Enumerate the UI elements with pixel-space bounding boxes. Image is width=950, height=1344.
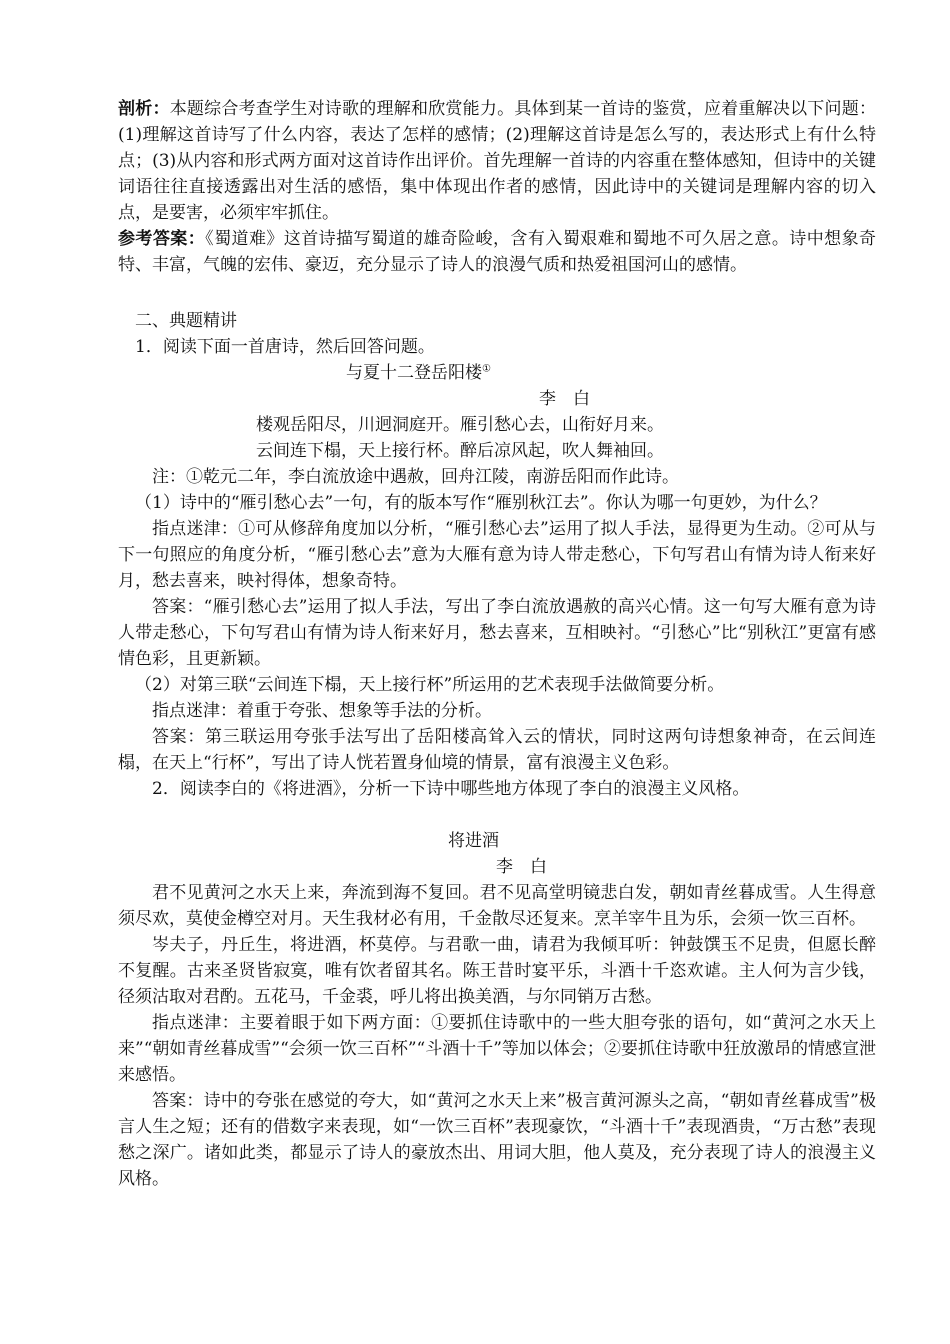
poem-2-author: 李 白	[496, 857, 547, 877]
poem-2-paragraph-1: 君不见黄河之水天上来，奔流到海不复回。君不见高堂明镜悲白发，朝如青丝暮成雪。人生得意须尽欢，莫使金樽空对月。天生我材必有用，千金散尽还复来。烹羊宰牛且为乐，会须一饮三百杯。	[118, 883, 876, 929]
poem-1-title-text: 与夏十二登岳阳楼	[346, 363, 482, 383]
poem-1-line-1: 楼观岳阳尽，川迥洞庭开。雁引愁心去，山衔好月来。	[256, 415, 664, 435]
analysis-text: 本题综合考查学生对诗歌的理解和欣赏能力。具体到某一首诗的鉴赏，应着重解决以下问题：(1)理解这首诗写了什么内容，表达了怎样的感情；(2)理解这首诗是怎么写的，表达形式上有什么特点；(3)从内容和形式两方面对这首诗作出评价。首先理解一首诗的内容重在整体感知，但诗中的关键词语往往直接透露出对生活的感悟，集中体现出作者的感情，因此诗中的关键词是理解内容的切入点，是要害，必须牢牢抓住。	[118, 99, 877, 223]
question-1-sub-2-answer: 答案：第三联运用夸张手法写出了岳阳楼高耸入云的情状，同时这两句诗想象神奇，在云间连榻，在天上“行杯”，写出了诗人恍若置身仙境的情景，富有浪漫主义色彩。	[118, 727, 876, 773]
poem-1-author: 李 白	[539, 389, 590, 409]
poem-1-title	[118, 360, 876, 386]
poem-1-note: 注：①乾元二年，李白流放途中遇赦，回舟江陵，南游岳阳而作此诗。	[152, 467, 679, 487]
question-1-sub-1-answer: 答案：“雁引愁心去”运用了拟人手法，写出了李白流放遇赦的高兴心情。这一句写大雁有意为诗人带走愁心，下句写君山有情为诗人衔来好月，愁去喜来，互相映衬。“引愁心”比“别秋江”更富有感情色彩，且更新颖。	[118, 597, 876, 669]
question-2-intro: 2．阅读李白的《将进酒》，分析一下诗中哪些地方体现了李白的浪漫主义风格。	[152, 779, 750, 799]
reference-answer-label: 参考答案：	[118, 229, 206, 249]
poem-2-paragraph-2: 岑夫子，丹丘生，将进酒，杯莫停。与君歌一曲，请君为我倾耳听：钟鼓馔玉不足贵，但愿长醉不复醒。古来圣贤皆寂寞，唯有饮者留其名。陈王昔时宴平乐，斗酒十千恣欢谑。主人何为言少钱，径须沽取对君酌。五花马，千金裘，呼儿将出换美酒，与尔同销万古愁。	[118, 935, 876, 1007]
question-1-sub-2: （2）对第三联“云间连下榻，天上接行杯”所运用的艺术表现手法做简要分析。	[135, 675, 725, 695]
poem-2-title: 将进酒	[448, 831, 499, 851]
section-title: 二、典题精讲	[135, 311, 237, 331]
question-1-sub-1: （1）诗中的“雁引愁心去”一句，有的版本写作“雁别秋江去”。你认为哪一句更妙，为什么？	[135, 493, 827, 513]
reference-answer-text: 《蜀道难》这首诗描写蜀道的雄奇险峻，含有入蜀艰难和蜀地不可久居之意。诗中想象奇特、丰富，气魄的宏伟、豪迈，充分显示了诗人的浪漫气质和热爱祖国河山的感情。	[118, 229, 877, 275]
poem-1-line-2: 云间连下榻，天上接行杯。醉后凉风起，吹人舞袖回。	[256, 441, 664, 461]
poem-1-note-mark: ①	[482, 363, 491, 375]
analysis-paragraph	[118, 96, 876, 226]
analysis-label: 剖析：	[118, 99, 170, 119]
question-2-hint: 指点迷津：主要着眼于如下两方面：①要抓住诗歌中的一些大胆夸张的语句，如“黄河之水天上来”“朝如青丝暮成雪”“会须一饮三百杯”“斗酒十千”等加以体会；②要抓住诗歌中狂放激昂的情感宣泄来感悟。	[118, 1013, 876, 1085]
question-1-sub-1-hint: 指点迷津：①可从修辞角度加以分析，“雁引愁心去”运用了拟人手法，显得更为生动。②可从与下一句照应的角度分析，“雁引愁心去”意为大雁有意为诗人带走愁心，下句写君山有情为诗人衔来好月，愁去喜来，映衬得体，想象奇特。	[118, 519, 876, 591]
question-1-intro: 1．阅读下面一首唐诗，然后回答问题。	[135, 337, 435, 357]
question-2-answer: 答案：诗中的夸张在感觉的夸大，如“黄河之水天上来”极言黄河源头之高，“朝如青丝暮成雪”极言人生之短；还有的借数字来表现，如“一饮三百杯”表现豪饮，“斗酒十千”表现酒贵，“万古愁”表现愁之深广。诸如此类，都显示了诗人的豪放杰出、用词大胆，他人莫及，充分表现了诗人的浪漫主义风格。	[118, 1091, 876, 1189]
document-page	[118, 96, 876, 1192]
reference-answer-paragraph	[118, 226, 876, 278]
question-1-sub-2-hint: 指点迷津：着重于夸张、想象等手法的分析。	[152, 701, 492, 721]
